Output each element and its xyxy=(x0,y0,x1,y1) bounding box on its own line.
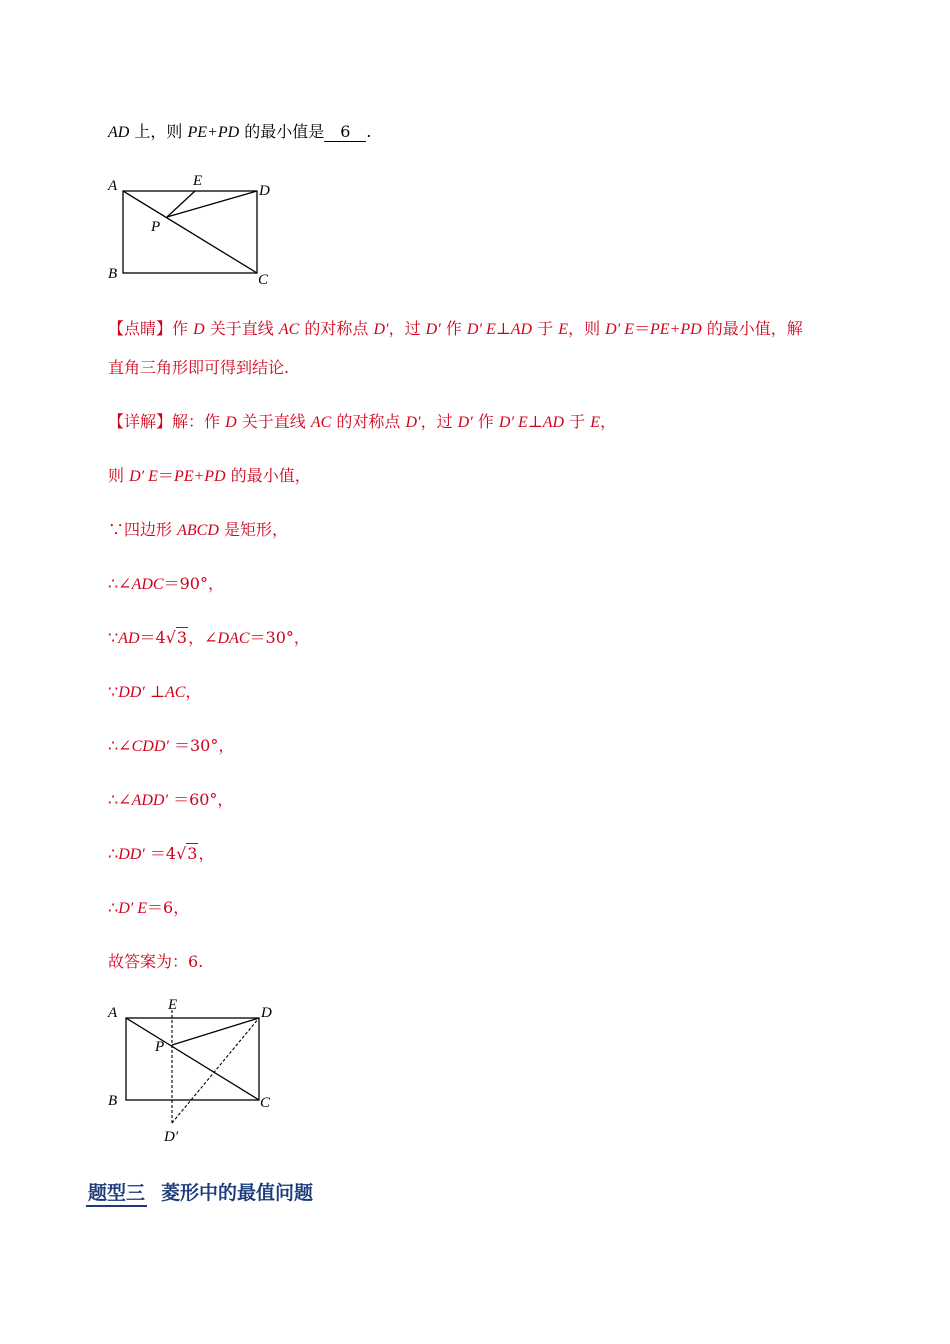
sol-var: CDD′ xyxy=(131,738,169,755)
sol-var: D′ E xyxy=(118,900,148,917)
sol-text: 于 xyxy=(564,412,591,431)
solution-line-5 xyxy=(108,627,310,650)
solution-line-6 xyxy=(108,681,201,704)
fig2-label-e: E xyxy=(168,997,178,1013)
hint-text: 的最小值，解 xyxy=(701,319,803,338)
fig1-label-a: A xyxy=(108,178,118,194)
solution-line-8 xyxy=(108,789,233,812)
hint-var: E xyxy=(558,321,569,338)
hint-var: D xyxy=(193,321,205,338)
hint-var: PE+PD xyxy=(650,321,702,338)
sol-text: ， xyxy=(198,844,215,863)
fig1-label-b: B xyxy=(108,266,118,282)
hint-text: 关于直线 xyxy=(204,319,279,338)
fig2-label-d: D xyxy=(261,1005,272,1021)
answer-blank: 6 xyxy=(324,123,366,142)
figure-1 xyxy=(100,168,290,297)
sol-text: ， xyxy=(185,682,202,701)
sol-text: ∴∠ xyxy=(108,574,132,593)
hint-var: AC xyxy=(278,321,300,338)
fig1-label-e: E xyxy=(193,173,203,189)
sqrt-radicand: 3 xyxy=(187,844,198,863)
solution-line-9 xyxy=(108,843,214,866)
sol-var: AC xyxy=(164,684,186,701)
sol-text: ∴ xyxy=(108,898,119,917)
sol-text: ⊥ xyxy=(144,682,165,701)
solution-line-1 xyxy=(108,411,616,434)
fig2-label-p: P xyxy=(155,1039,165,1055)
hint-text: 作 xyxy=(440,319,467,338)
figure-2 xyxy=(100,995,290,1154)
sol-var: D′ E xyxy=(498,414,528,431)
section-tag: 题型三 xyxy=(86,1178,147,1207)
sol-text: ＝30°， xyxy=(249,628,310,647)
sol-var: AC xyxy=(310,414,332,431)
sol-var: D′ xyxy=(405,414,421,431)
fig2-label-a: A xyxy=(108,1005,118,1021)
sol-text: ⊥ xyxy=(527,412,543,431)
sol-text: ＝60°， xyxy=(167,790,234,809)
question-end: . xyxy=(366,122,372,141)
sol-text: 作 xyxy=(472,412,499,431)
solution-line-10 xyxy=(108,897,189,920)
sol-var: E xyxy=(590,414,601,431)
fig1-label-c: C xyxy=(258,272,269,288)
sol-text: ＝ xyxy=(157,466,174,485)
solution-tag: 【详解】 xyxy=(108,412,173,431)
sol-var: AD xyxy=(118,630,140,647)
sol-text: ∵ xyxy=(108,628,119,647)
sol-text: ，∠ xyxy=(188,628,218,647)
sol-var: PE+PD xyxy=(173,468,226,485)
solution-line-2 xyxy=(108,465,311,488)
fig2-label-b: B xyxy=(108,1093,118,1109)
hint-var: D′ E xyxy=(466,321,496,338)
sol-text: 解：作 xyxy=(172,412,226,431)
sol-var: AD xyxy=(542,414,565,431)
sol-text: 则 xyxy=(108,466,130,485)
hint-var: D′ xyxy=(373,321,389,338)
solution-line-11: 故答案为：6. xyxy=(108,952,204,971)
question-text-b: 的最小值是 xyxy=(239,122,325,141)
sol-text: 是矩形， xyxy=(218,520,288,539)
question-lead: AD xyxy=(108,124,130,141)
question-line xyxy=(108,121,371,144)
sol-text: ∴∠ xyxy=(108,736,132,755)
sol-var: DAC xyxy=(217,630,250,647)
sqrt-symbol: √3 xyxy=(176,844,198,863)
solution-line-7 xyxy=(108,735,234,758)
fig2-label-c: C xyxy=(260,1095,271,1111)
sol-text: ∵ xyxy=(108,682,119,701)
hint-line-2: 直角三角形即可得到结论. xyxy=(108,358,290,377)
hint-text: ⊥ xyxy=(495,319,511,338)
sol-var: ADD′ xyxy=(131,792,168,809)
solution-line-3 xyxy=(108,519,288,542)
hint-tag: 【点睛】 xyxy=(108,319,173,338)
sol-text: ＝90°， xyxy=(163,574,224,593)
solution-line-4 xyxy=(108,573,224,596)
hint-line-1 xyxy=(108,318,803,341)
sol-text: 的最小值， xyxy=(225,466,311,485)
hint-var: D′ E xyxy=(605,321,634,338)
section-heading xyxy=(86,1178,313,1207)
sol-text: ∴∠ xyxy=(108,790,132,809)
question-expr: PE+PD xyxy=(187,124,240,141)
hint-var: D′ xyxy=(425,321,441,338)
sol-text: ∴ xyxy=(108,844,119,863)
question-text-a: 上，则 xyxy=(129,122,188,141)
sol-var: ADC xyxy=(131,576,164,593)
sol-var: DD′ xyxy=(118,684,145,701)
section-title-text: 菱形中的最值问题 xyxy=(161,1182,314,1204)
sol-var: DD′ xyxy=(118,846,145,863)
sol-text: ，过 xyxy=(420,412,458,431)
sol-text: ， xyxy=(600,412,617,431)
sol-var: D xyxy=(225,414,237,431)
hint-var: AD xyxy=(510,321,533,338)
sol-text: 的对称点 xyxy=(331,412,406,431)
hint-text: ＝ xyxy=(634,319,651,338)
fig1-label-p: P xyxy=(151,219,161,235)
sol-text: ＝4 xyxy=(144,844,177,863)
sol-var: ABCD xyxy=(177,522,219,539)
hint-text: 作 xyxy=(172,319,194,338)
hint-text: 于 xyxy=(532,319,559,338)
sqrt-radicand: 3 xyxy=(176,628,188,647)
sol-text: ＝6， xyxy=(147,898,190,917)
sol-var: D′ E xyxy=(129,468,158,485)
fig1-label-d: D xyxy=(259,183,270,199)
hint-text: ，则 xyxy=(568,319,606,338)
sol-text: ＝30°， xyxy=(168,736,235,755)
sol-text: ∵四边形 xyxy=(108,520,178,539)
sol-text: ＝4 xyxy=(139,628,166,647)
sol-var: D′ xyxy=(457,414,473,431)
hint-text: ，过 xyxy=(388,319,426,338)
hint-text: 的对称点 xyxy=(299,319,374,338)
sol-text: 关于直线 xyxy=(236,412,311,431)
sqrt-symbol: √3 xyxy=(165,628,188,647)
fig2-label-d-prime: D′ xyxy=(164,1129,179,1145)
